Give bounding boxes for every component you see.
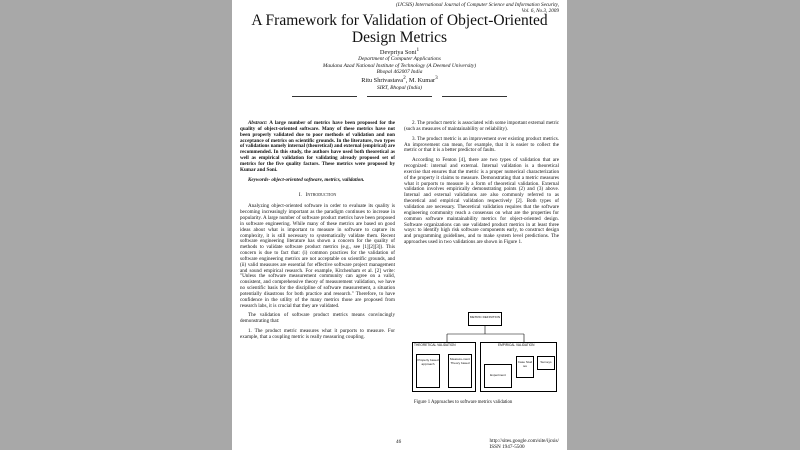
institution: Maulana Azad National Institute of Technology (A Deemed University) [322, 62, 477, 69]
footer-info [490, 438, 559, 450]
empirical-validation-label: EMPIRICAL VALIDATION [498, 343, 535, 347]
case-studies-label: Case Stud ies [517, 360, 533, 368]
metric-definition-label: METRIC DEFINITION [469, 315, 501, 319]
point-2-paragraph: 2. The product metric is associated with some important external metric (such as measures of maintainability or reliability). [404, 120, 559, 132]
journal-header-line2: Vol. 6, No.3, 2009 [521, 8, 559, 14]
abstract-label: Abstract: [248, 120, 268, 126]
author-1-sup: 1 [416, 47, 420, 53]
left-column [240, 121, 395, 345]
page-number: 46 [396, 439, 402, 445]
right-column [404, 121, 559, 250]
divider-1 [292, 96, 357, 97]
journal-header-line1: (IJCSIS) International Journal of Computer Science and Information Security, [396, 2, 559, 8]
point-1-paragraph: 1. The product metric measures what it purports to measure. For example, that a coupling metric is really measuring coupling. [240, 328, 395, 340]
institution-2: SIRT, Bhopal (India) [377, 84, 422, 91]
validation-paragraph: The validation of software product metrics means convincingly demonstrating that: [240, 312, 395, 325]
surveys-label: Surveys [540, 360, 552, 364]
author-2: Ritu Shrivastava [361, 77, 404, 85]
author-block: Devpriya Soni$^1$ Department of Computer Applications Maulana Azad National Institute of Technology (A Deemed University) Bhopal 462007 India Ritu Shrivastava$^2$, M. Kumar$^3$ SIRT, Bhopal (India) [322, 47, 477, 91]
abstract [240, 121, 395, 174]
property-based-box [416, 354, 440, 388]
department: Department of Computer Applications [358, 56, 441, 63]
section-number: I. [298, 192, 302, 199]
keywords: Keywords- object-oriented software, metrics, validation. [248, 176, 365, 183]
case-studies-box [516, 356, 534, 378]
experiment-box [484, 364, 512, 388]
author-3: M. Kumar [408, 77, 436, 85]
fenton-paragraph: According to Fenton [4], there are two types of validation that are recognized: internal and external. Internal validation is a theoretical exercise that ensures that the metric is a proper numerical characterization of the property it claims to measure. Demonstrating that a metric measures what it purports to measure is a form of theoretical validation. External validation involves empirically demonstrating points (2) and (3) above. Internal and external validations are also commonly referred to as theoretical and empirical validation respectively [2]. Both types of validation are necessary. Theoretical validation requires that the software engineering community reach a consensus on what are the properties for common software maintainability metrics for object-oriented design. Software organizations can use validated product metrics in at least three ways: to identify high risk software components early, to construct design and programming guidelines, and to make system level predictions. The approaches used in two validations are shown in Figure 1. [404, 157, 559, 246]
divider-3 [442, 96, 507, 97]
metric-definition-box [468, 312, 502, 326]
figure-1-diagram [412, 312, 557, 394]
surveys-box [537, 356, 555, 370]
author-2-sup: 2 [403, 75, 406, 82]
measurement-theory-label: Measure-ment Theory based [450, 357, 470, 365]
intro-paragraph: Analyzing object-oriented software in order to evaluate its quality is becoming increasingly important as the paradigm continues to increase in popularity. A large number of software product metrics have been proposed in software engineering. While many of these metrics are based on good ideas about what is important to measure in software to capture its complexity, it is still necessary to systematically validate them. Recent software engineering literature has shown a concern for the quality of methods to validate software product metrics (e.g., see [1][2][3]). This concern is due to fact that: (i) common practices for the validation of software engineering metrics are not acceptable on scientific grounds, and (ii) valid measures are essential for effective software project management and sound empirical research. For example, Kitchenham et al. [2] write: "Unless the software measurement community can agree on a valid, consistent, and comprehensive theory of measurement validation, we have no scientific basis for the discipline of software measurement, a situation potentially disastrous for both practice and research." Therefore, to have confidence in the utility of the many metrics those are proposed from research labs, it is crucial that they are validated. [240, 203, 395, 309]
section-title: Introduction [305, 192, 337, 199]
theoretical-validation-label: THEORETICAL VALIDATION [414, 343, 456, 347]
section-heading [240, 193, 395, 199]
figure-caption: Figure 1 Approaches to software metrics validation [414, 400, 513, 405]
footer-issn: ISSN 1947-5500 [489, 444, 525, 450]
point-3-paragraph: 3. The product metric is an improvement over existing product metrics. An improvement can mean, for example, that it is easier to collect the metric or that it is a better predictor of faults. [404, 135, 559, 154]
paper-title: A Framework for Validation of Object-Oriented Design Metrics [251, 12, 548, 46]
divider-2 [367, 96, 432, 97]
property-based-label: Property based approach [417, 358, 439, 366]
experiment-label: Experiment [490, 373, 506, 377]
author-3-sup: 3 [435, 75, 438, 82]
paper-page [232, 0, 567, 450]
city: Bhopal 462007 India [376, 68, 423, 75]
footer-url[interactable]: http://sites.google.com/site/ijcsis/ [489, 438, 559, 444]
abstract-text: A large number of metrics have been proposed for the quality of object-oriented software. Many of these metrics have not been properly validated due to poor methods of validation and non acceptance of metrics on scientific grounds. In the literature, two types of validations namely internal (theoretical) and external (empirical) are recommended. In this study, the authors have used both theoretical as well as empirical validation for validating already proposed set of metrics for the five quality factors. These metrics were proposed by Kumar and Soni. [240, 120, 395, 173]
measurement-theory-box [448, 354, 472, 388]
author-1: Devpriya Soni [379, 49, 417, 57]
